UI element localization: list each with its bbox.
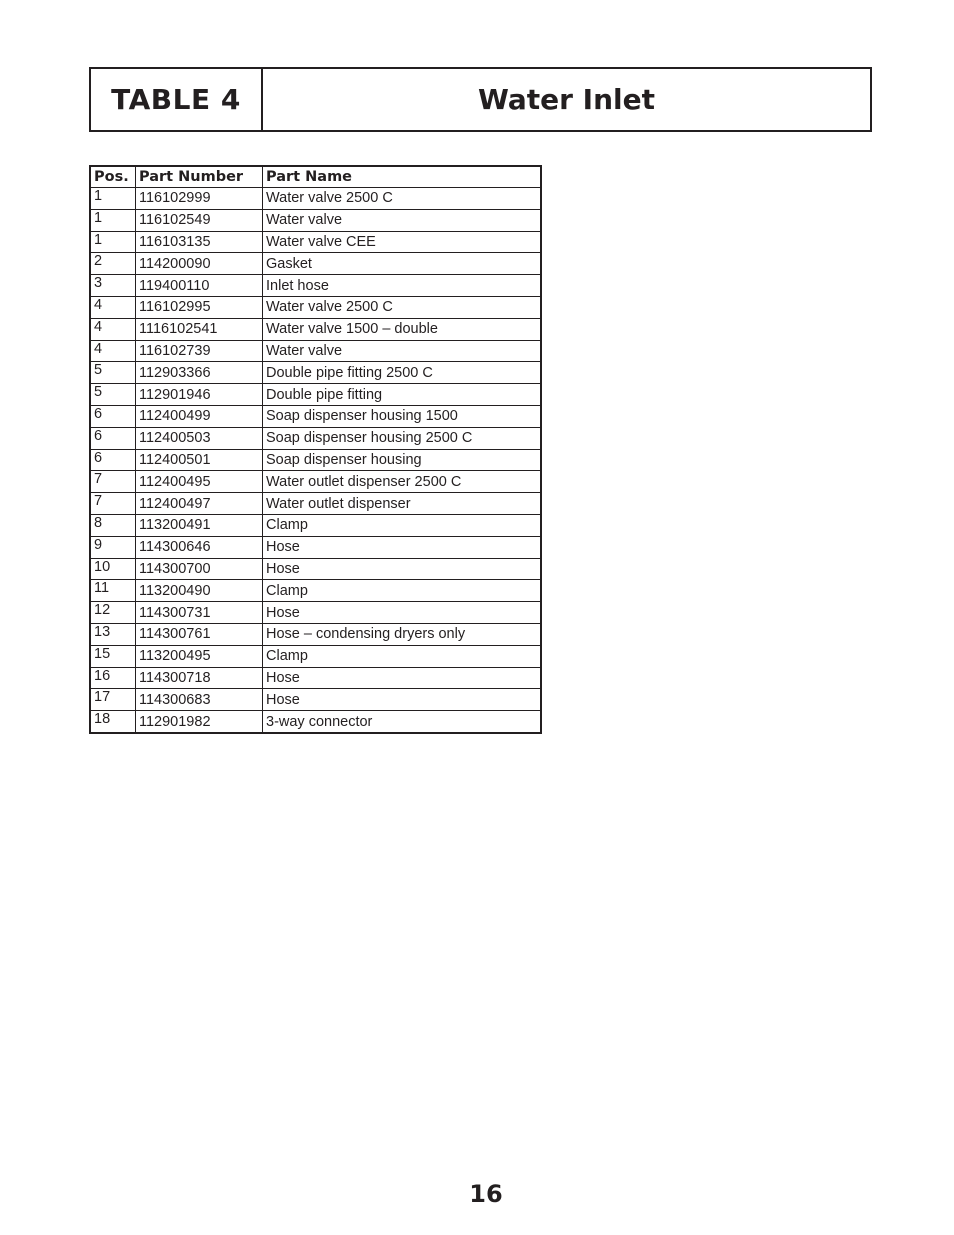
cell-part-name: Soap dispenser housing 1500 xyxy=(263,405,542,427)
cell-part-number: 114300718 xyxy=(136,667,263,689)
cell-part-number: 112400495 xyxy=(136,471,263,493)
cell-part-number: 116102995 xyxy=(136,296,263,318)
table-row xyxy=(90,340,541,362)
cell-part-number: 112901946 xyxy=(136,384,263,406)
cell-part-name: Soap dispenser housing 2500 C xyxy=(263,427,542,449)
cell-pos: 5 xyxy=(90,384,136,406)
cell-part-name: Water valve 2500 C xyxy=(263,296,542,318)
table-row xyxy=(90,602,541,624)
cell-part-number: 114300700 xyxy=(136,558,263,580)
cell-pos: 13 xyxy=(90,623,136,645)
table-row xyxy=(90,188,541,210)
cell-part-number: 112400497 xyxy=(136,493,263,515)
cell-pos: 9 xyxy=(90,536,136,558)
column-header-part-number: Part Number xyxy=(136,166,263,188)
cell-part-number: 112400499 xyxy=(136,405,263,427)
table-row xyxy=(90,623,541,645)
cell-part-name: Hose xyxy=(263,602,542,624)
cell-pos: 3 xyxy=(90,275,136,297)
cell-part-number: 116102549 xyxy=(136,209,263,231)
cell-pos: 1 xyxy=(90,188,136,210)
cell-part-name: Water outlet dispenser xyxy=(263,493,542,515)
table-row xyxy=(90,580,541,602)
cell-pos: 2 xyxy=(90,253,136,275)
table-row xyxy=(90,362,541,384)
cell-pos: 4 xyxy=(90,318,136,340)
cell-pos: 17 xyxy=(90,689,136,711)
cell-pos: 4 xyxy=(90,296,136,318)
cell-part-name: Hose xyxy=(263,558,542,580)
cell-part-name: Water valve CEE xyxy=(263,231,542,253)
table-row xyxy=(90,405,541,427)
table-row xyxy=(90,231,541,253)
cell-part-name: Clamp xyxy=(263,514,542,536)
table-row xyxy=(90,253,541,275)
cell-part-name: Water valve 2500 C xyxy=(263,188,542,210)
cell-pos: 1 xyxy=(90,231,136,253)
cell-part-number: 113200490 xyxy=(136,580,263,602)
table-row xyxy=(90,318,541,340)
cell-part-name: Water outlet dispenser 2500 C xyxy=(263,471,542,493)
cell-part-name: Water valve xyxy=(263,209,542,231)
cell-part-name: Double pipe fitting xyxy=(263,384,542,406)
cell-part-number: 112400503 xyxy=(136,427,263,449)
cell-part-name: Clamp xyxy=(263,645,542,667)
cell-part-name: Soap dispenser housing xyxy=(263,449,542,471)
cell-part-name: Hose xyxy=(263,536,542,558)
cell-pos: 5 xyxy=(90,362,136,384)
table-header-row xyxy=(90,166,541,188)
cell-pos: 10 xyxy=(90,558,136,580)
cell-pos: 11 xyxy=(90,580,136,602)
cell-part-number: 114300646 xyxy=(136,536,263,558)
table-row xyxy=(90,558,541,580)
cell-part-name: Hose xyxy=(263,667,542,689)
cell-pos: 15 xyxy=(90,645,136,667)
page-title: Water Inlet xyxy=(477,83,656,116)
cell-pos: 8 xyxy=(90,514,136,536)
cell-part-number: 114300731 xyxy=(136,602,263,624)
cell-pos: 6 xyxy=(90,427,136,449)
table-row xyxy=(90,471,541,493)
table-row xyxy=(90,689,541,711)
cell-part-name: Inlet hose xyxy=(263,275,542,297)
cell-part-number: 113200495 xyxy=(136,645,263,667)
cell-part-number: 116103135 xyxy=(136,231,263,253)
cell-part-number: 114200090 xyxy=(136,253,263,275)
cell-part-name: Hose – condensing dryers only xyxy=(263,623,542,645)
table-label: TABLE 4 xyxy=(91,69,263,130)
cell-part-number: 112901982 xyxy=(136,711,263,733)
cell-part-number: 119400110 xyxy=(136,275,263,297)
cell-part-name: Double pipe fitting 2500 C xyxy=(263,362,542,384)
cell-pos: 7 xyxy=(90,493,136,515)
table-row xyxy=(90,514,541,536)
cell-pos: 1 xyxy=(90,209,136,231)
cell-pos: 12 xyxy=(90,602,136,624)
parts-table-body xyxy=(90,188,541,733)
table-row xyxy=(90,711,541,733)
table-row xyxy=(90,209,541,231)
cell-pos: 6 xyxy=(90,449,136,471)
cell-part-number: 116102999 xyxy=(136,188,263,210)
cell-part-name: Clamp xyxy=(263,580,542,602)
table-header-box xyxy=(89,67,872,132)
column-header-pos: Pos. xyxy=(90,166,136,188)
parts-table xyxy=(89,165,542,734)
cell-pos: 16 xyxy=(90,667,136,689)
table-row xyxy=(90,427,541,449)
table-row xyxy=(90,384,541,406)
cell-part-name: Water valve 1500 – double xyxy=(263,318,542,340)
table-row xyxy=(90,449,541,471)
table-row xyxy=(90,296,541,318)
cell-part-number: 112903366 xyxy=(136,362,263,384)
cell-part-name: Hose xyxy=(263,689,542,711)
table-row xyxy=(90,493,541,515)
cell-pos: 18 xyxy=(90,711,136,733)
cell-part-name: 3-way connector xyxy=(263,711,542,733)
cell-part-number: 116102739 xyxy=(136,340,263,362)
page-number: 16 xyxy=(469,1180,503,1208)
cell-pos: 6 xyxy=(90,405,136,427)
table-row xyxy=(90,275,541,297)
column-header-part-name: Part Name xyxy=(263,166,542,188)
cell-part-number: 114300761 xyxy=(136,623,263,645)
table-row xyxy=(90,667,541,689)
cell-part-name: Gasket xyxy=(263,253,542,275)
table-row xyxy=(90,536,541,558)
cell-part-name: Water valve xyxy=(263,340,542,362)
cell-part-number: 113200491 xyxy=(136,514,263,536)
table-row xyxy=(90,645,541,667)
cell-pos: 4 xyxy=(90,340,136,362)
cell-pos: 7 xyxy=(90,471,136,493)
cell-part-number: 114300683 xyxy=(136,689,263,711)
cell-part-number: 112400501 xyxy=(136,449,263,471)
cell-part-number: 1116102541 xyxy=(136,318,263,340)
